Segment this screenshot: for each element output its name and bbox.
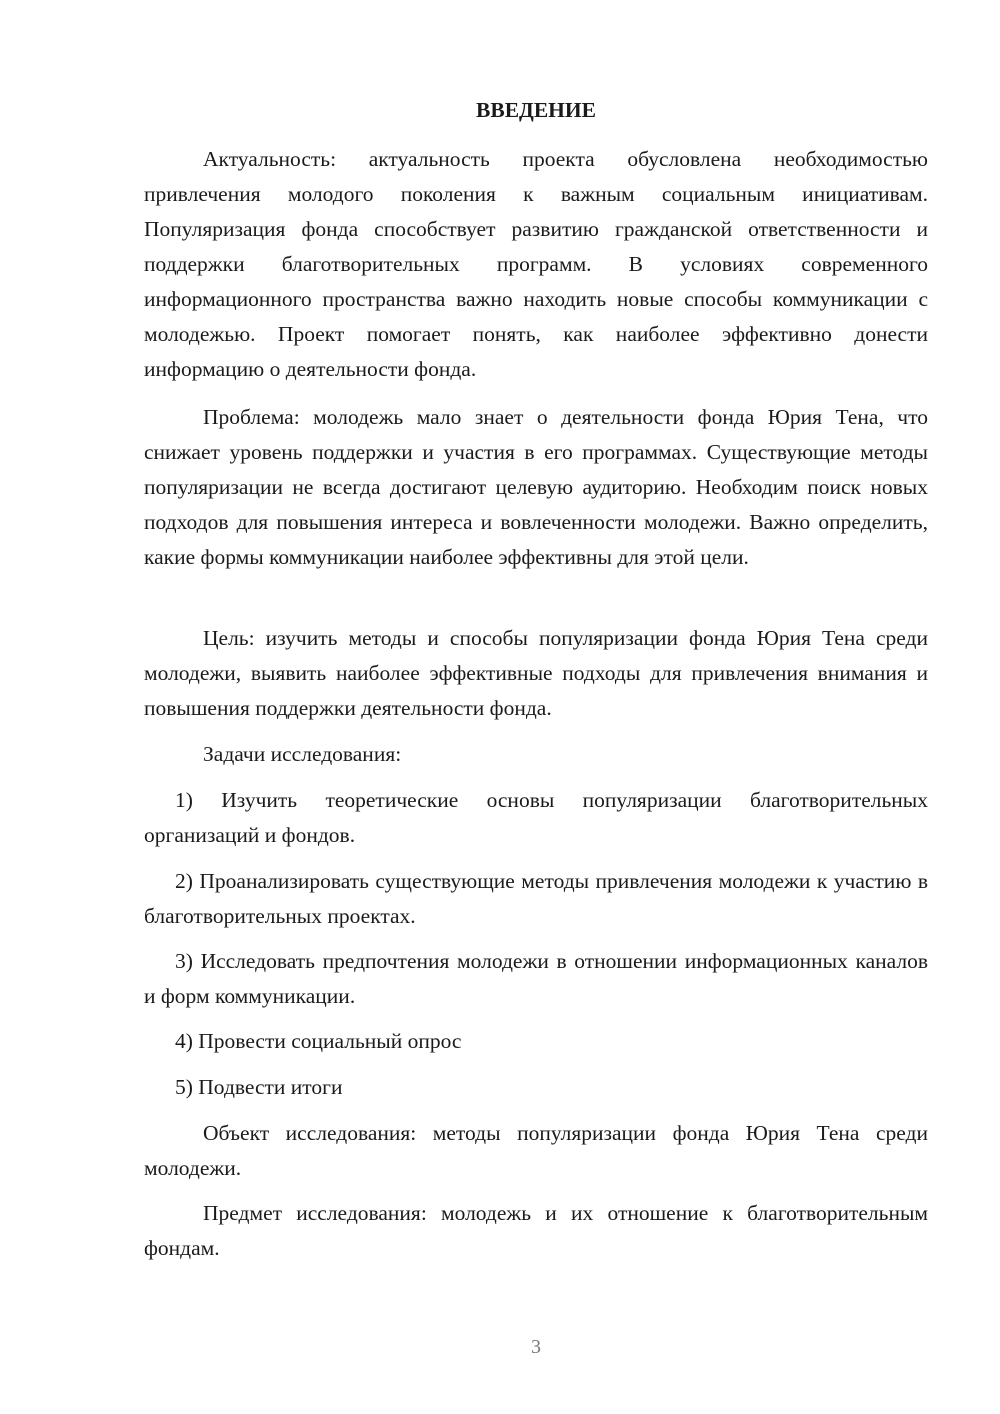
- page-title: ВВЕДЕНИЕ: [476, 98, 596, 122]
- task-item-5: 5) Подвести итоги: [175, 1075, 343, 1099]
- goal-paragraph: Цель: изучить методы и способы популяризации фонда Юрия Тена среди молодежи, выявить наиболее эффективные подходы для привлечения внимания и повышения поддержки деятельности фонда.: [144, 626, 928, 720]
- task-item-3: 3) Исследовать предпочтения молодежи в отношении информационных каналов и форм коммуникации.: [144, 949, 928, 1008]
- problem-paragraph: Проблема: молодежь мало знает о деятельности фонда Юрия Тена, что снижает уровень поддержки и участия в его программах. Существующие методы популяризации не всегда достигают целевую аудиторию. Необходим поиск новых подходов для повышения интереса и вовлеченности молодежи. Важно определить, какие формы коммуникации наиболее эффективны для этой цели.: [144, 405, 928, 569]
- task-item-4: 4) Провести социальный опрос: [175, 1029, 462, 1053]
- task-item-2: 2) Проанализировать существующие методы привлечения молодежи к участию в благотворительных проектах.: [144, 869, 928, 928]
- subject-paragraph: Предмет исследования: молодежь и их отношение к благотворительным фондам.: [144, 1201, 928, 1260]
- task-item-1: 1) Изучить теоретические основы популяризации благотворительных организаций и фондов.: [144, 788, 928, 847]
- tasks-heading: Задачи исследования:: [203, 742, 402, 766]
- object-paragraph: Объект исследования: методы популяризации фонда Юрия Тена среди молодежи.: [144, 1121, 928, 1180]
- page-number: 3: [531, 1336, 541, 1358]
- relevance-paragraph: Актуальность: актуальность проекта обусловлена необходимостью привлечения молодого поколения к важным социальным инициативам. Популяризация фонда способствует развитию гражданской ответственности и поддержки благотворительных программ. В условиях современного информационного пространства важно находить новые способы коммуникации с молодежью. Проект помогает понять, как наиболее эффективно донести информацию о деятельности фонда.: [144, 147, 928, 381]
